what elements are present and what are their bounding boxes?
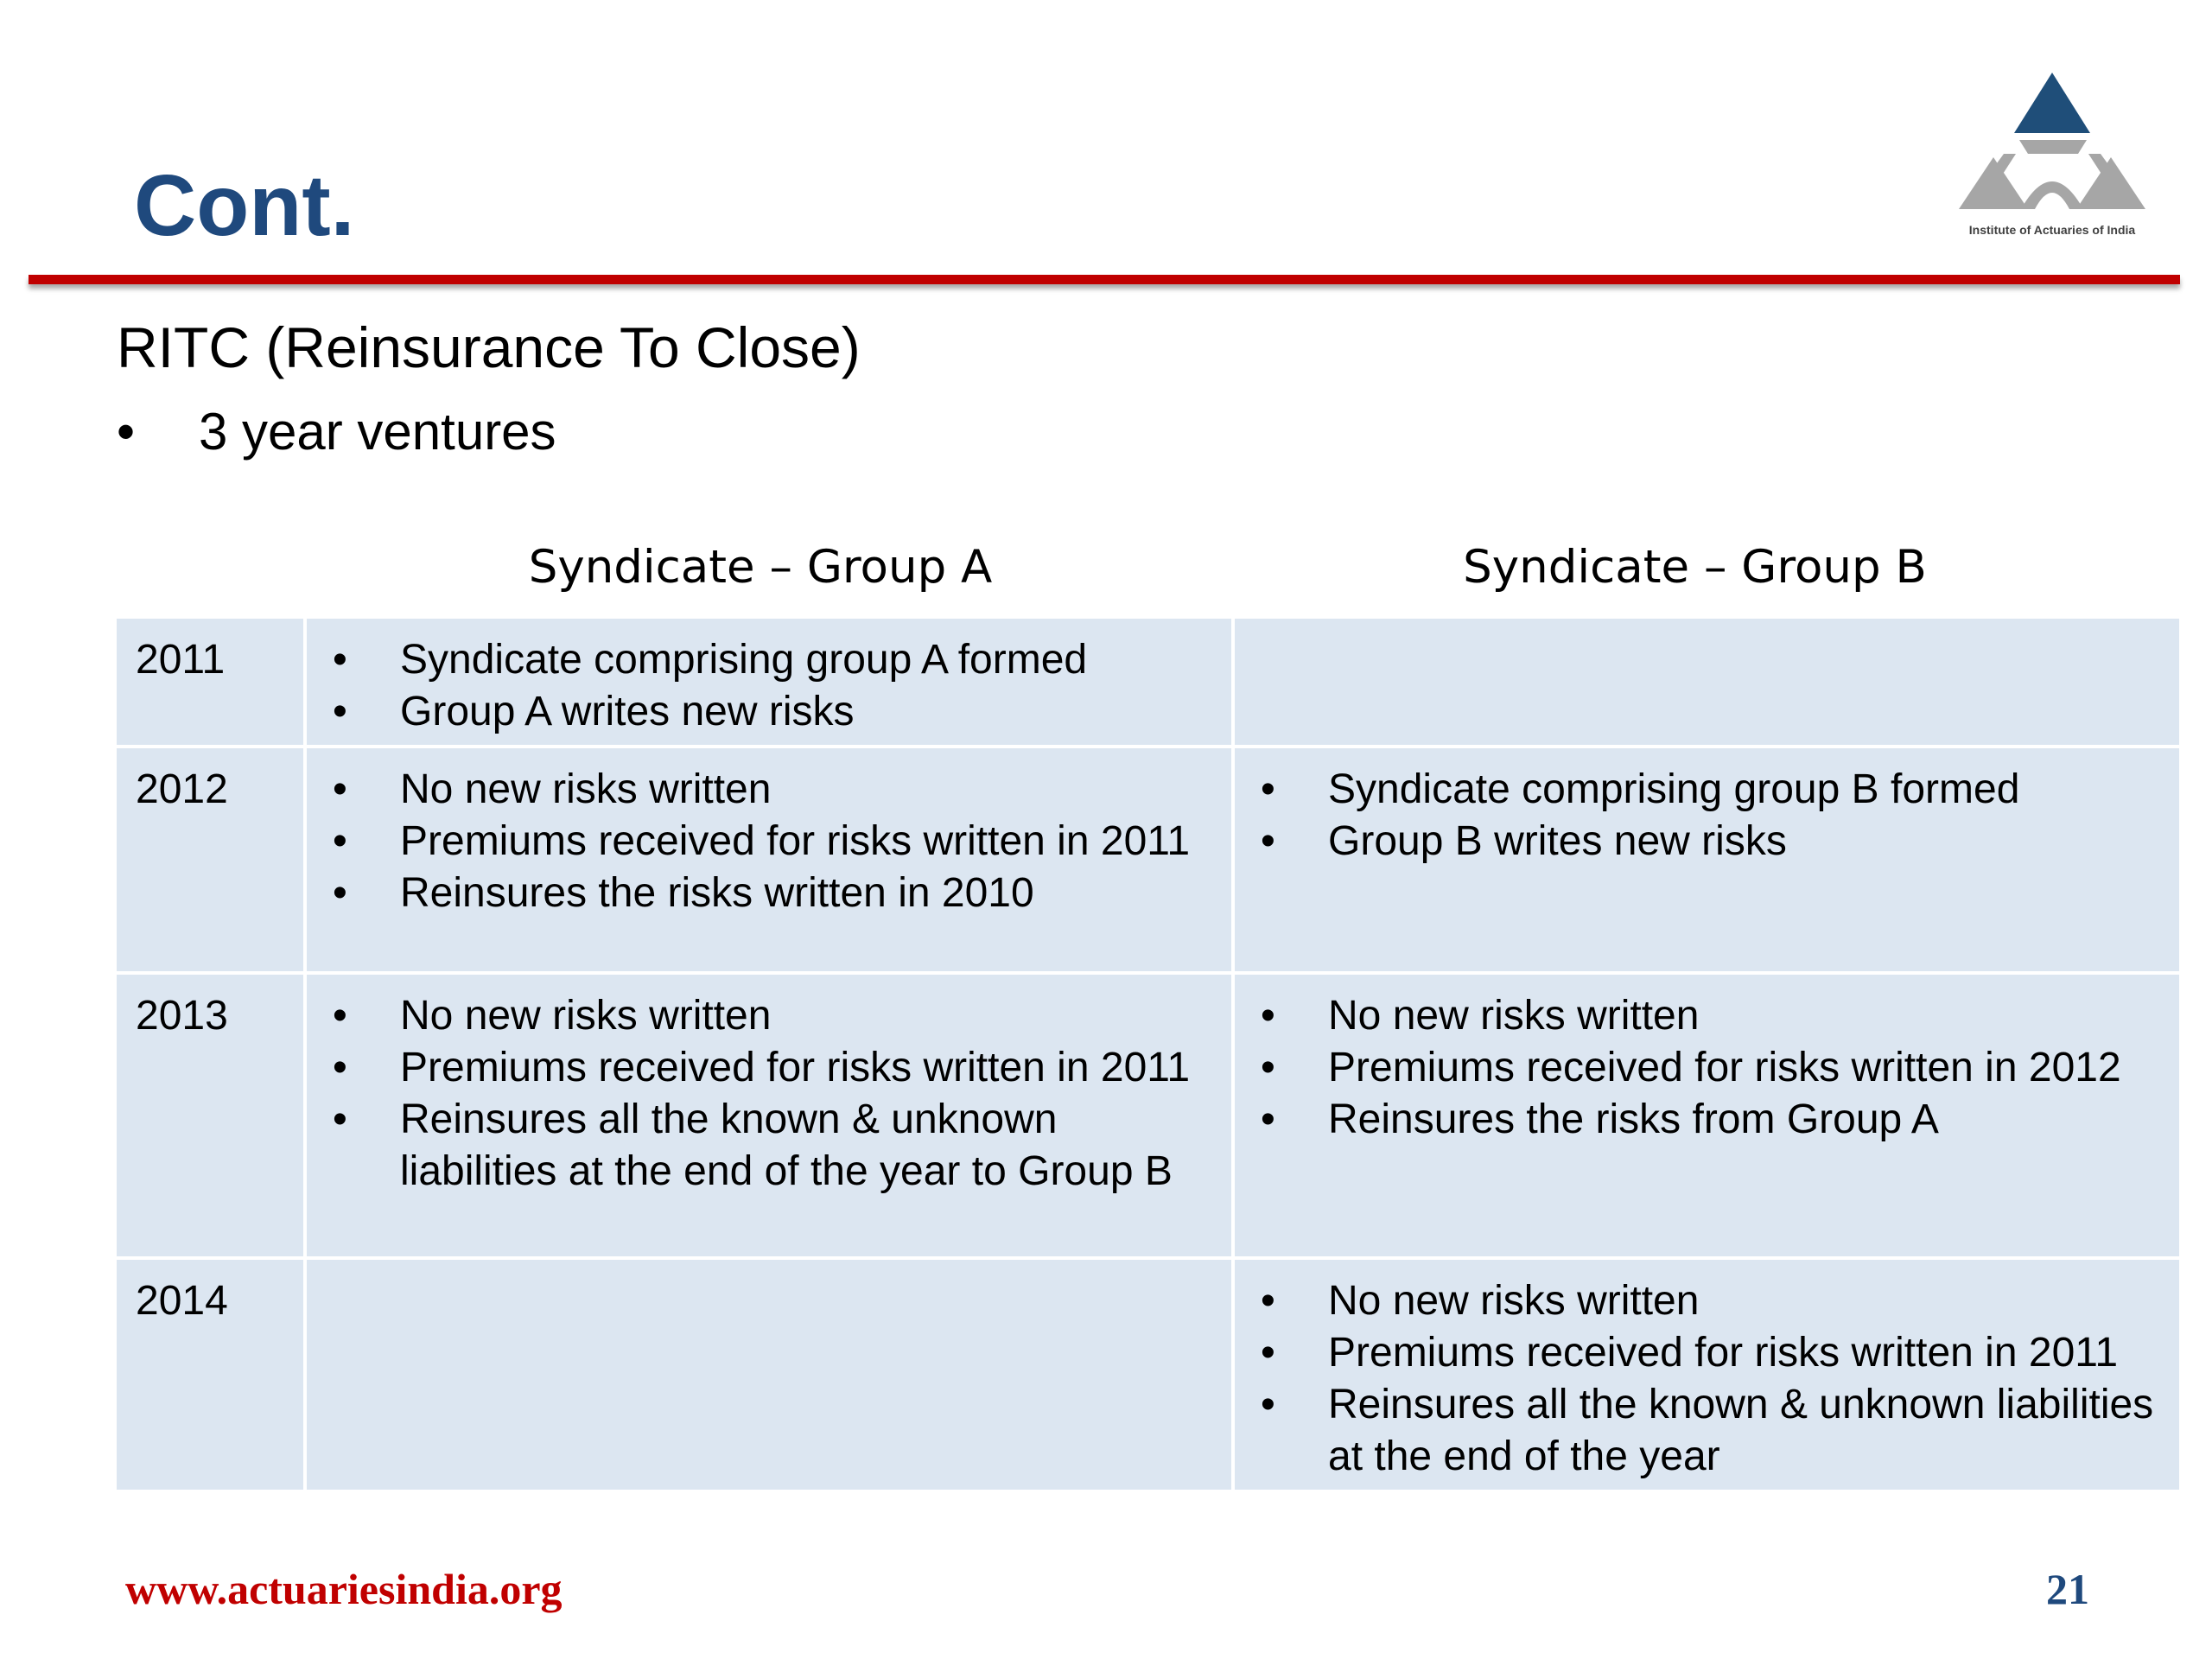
list-item: • Syndicate comprising group A formed [324, 634, 1214, 686]
group-a-cell [305, 1258, 1233, 1491]
list-item: • Group B writes new risks [1252, 816, 2162, 868]
footer-website-link[interactable]: www.actuariesindia.org [125, 1565, 563, 1613]
institute-logo [1948, 71, 2156, 244]
bullet-marker: • [117, 403, 136, 461]
year-cell: 2012 [115, 747, 305, 973]
list-item: • Reinsures all the known & unknown liabilities at the end of the year [1252, 1379, 2162, 1483]
syndicate-schedule-table [113, 615, 2183, 1493]
list-item: • Reinsures the risks written in 2010 [324, 868, 1214, 919]
section-subtitle: RITC (Reinsurance To Close) [117, 315, 861, 379]
group-a-cell [305, 747, 1233, 973]
list-item: • Syndicate comprising group B formed [1252, 764, 2162, 816]
group-a-cell [305, 973, 1233, 1258]
list-item: • No new risks written [1252, 1275, 2162, 1327]
table-row [115, 747, 2181, 973]
list-item: • Premiums received for risks written in 2011 [1252, 1327, 2162, 1379]
slide-title: Cont. [134, 157, 355, 254]
list-item: • No new risks written [1252, 990, 2162, 1042]
list-item: • Reinsures the risks from Group A [1252, 1094, 2162, 1146]
list-item: • Premiums received for risks written in 2011 [324, 1042, 1214, 1094]
table-row [115, 973, 2181, 1258]
top-bullet [117, 399, 556, 464]
year-cell: 2011 [115, 617, 305, 747]
list-item: • Reinsures all the known & unknown liabilities at the end of the year to Group B [324, 1094, 1214, 1198]
group-b-cell [1233, 973, 2181, 1258]
list-item: • Premiums received for risks written in 2012 [1252, 1042, 2162, 1094]
list-item: • Group A writes new risks [324, 686, 1214, 738]
group-a-cell [305, 617, 1233, 747]
page-number: 21 [2046, 1565, 2089, 1613]
table-row [115, 1258, 2181, 1491]
table-row [115, 617, 2181, 747]
year-cell: 2014 [115, 1258, 305, 1491]
list-item: • Premiums received for risks written in 2011 [324, 816, 1214, 868]
header-group-a: Syndicate – Group A [528, 541, 993, 594]
group-b-cell [1233, 1258, 2181, 1491]
list-item: • No new risks written [324, 764, 1214, 816]
header-rule [29, 275, 2180, 284]
group-b-cell [1233, 617, 2181, 747]
institute-logo-icon [1959, 71, 2145, 218]
list-item: • No new risks written [324, 990, 1214, 1042]
year-cell: 2013 [115, 973, 305, 1258]
group-b-cell [1233, 747, 2181, 973]
logo-caption: Institute of Actuaries of India [1968, 223, 2136, 237]
top-bullet-text: 3 year ventures [199, 403, 556, 461]
header-group-b: Syndicate – Group B [1463, 541, 1927, 594]
